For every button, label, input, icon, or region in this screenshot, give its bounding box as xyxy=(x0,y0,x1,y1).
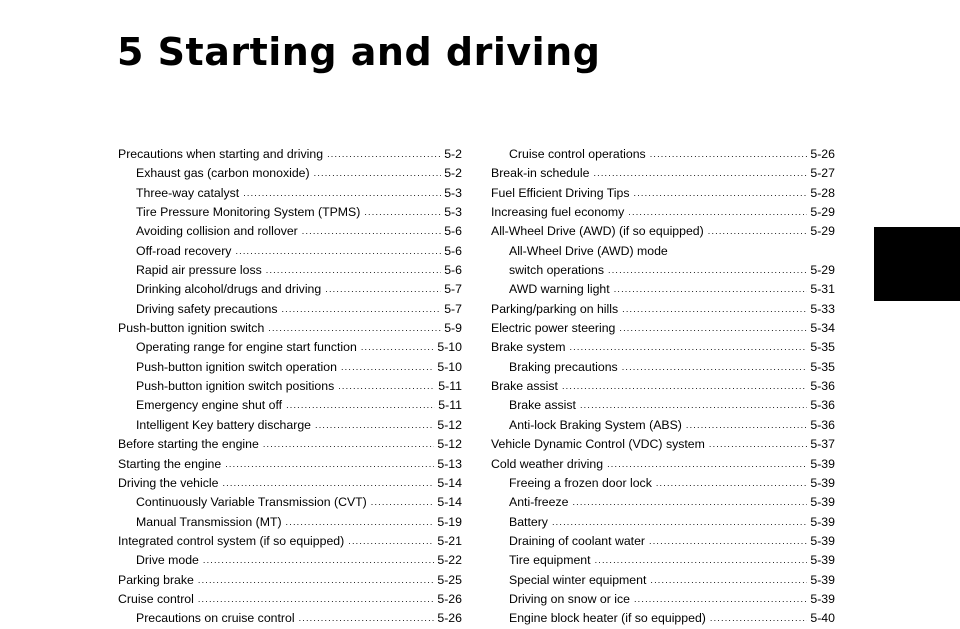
toc-entry-page: 5-39 xyxy=(810,475,835,490)
toc-entry[interactable] xyxy=(491,358,835,377)
toc-entry-label: Drive mode xyxy=(136,553,199,568)
toc-entry[interactable] xyxy=(491,513,835,532)
toc-leader-dots xyxy=(595,551,808,570)
toc-leader-dots xyxy=(650,571,807,590)
toc-leader-dots xyxy=(302,222,441,241)
toc-entry-label: Avoiding collision and rollover xyxy=(136,224,298,239)
toc-leader-dots xyxy=(607,455,807,474)
toc-leader-dots xyxy=(710,609,807,628)
toc-leader-dots xyxy=(634,184,808,203)
toc-entry-label: Parking/parking on hills xyxy=(491,301,619,316)
toc-leader-dots xyxy=(348,532,434,551)
toc-entry-label: Off-road recovery xyxy=(136,243,232,258)
toc-entry-label: Engine block heater (if so equipped) xyxy=(509,611,706,626)
toc-entry-page: 5-27 xyxy=(810,166,835,181)
toc-entry-label: Operating range for engine start function xyxy=(136,340,357,355)
toc-entry[interactable] xyxy=(491,145,835,164)
toc-entry[interactable] xyxy=(118,609,462,628)
toc-entry-label: Increasing fuel economy xyxy=(491,205,625,220)
toc-leader-dots xyxy=(314,164,442,183)
toc-entry-label: Driving the vehicle xyxy=(118,475,219,490)
toc-leader-dots xyxy=(198,590,435,609)
toc-entry-label: Tire equipment xyxy=(509,553,591,568)
toc-entry[interactable] xyxy=(118,590,462,609)
toc-entry[interactable] xyxy=(118,164,462,183)
toc-entry[interactable] xyxy=(118,300,462,319)
toc-leader-dots xyxy=(686,416,807,435)
toc-entry-page: 5-39 xyxy=(810,533,835,548)
toc-entry[interactable] xyxy=(118,242,462,261)
toc-leader-dots xyxy=(268,319,441,338)
toc-entry[interactable] xyxy=(118,261,462,280)
toc-entry-label: Precautions on cruise control xyxy=(136,611,295,626)
toc-entry-page: 5-22 xyxy=(437,553,462,568)
toc-entry-label: Break-in schedule xyxy=(491,166,590,181)
toc-entry-page: 5-12 xyxy=(437,437,462,452)
toc-leader-dots xyxy=(364,203,441,222)
toc-leader-dots xyxy=(371,493,435,512)
toc-entry-label: Continuously Variable Transmission (CVT) xyxy=(136,495,367,510)
toc-entry[interactable] xyxy=(491,203,835,222)
toc-entry-page: 5-39 xyxy=(810,495,835,510)
toc-entry-label: switch operations xyxy=(509,263,605,278)
toc-entry[interactable] xyxy=(491,590,835,609)
toc-entry[interactable] xyxy=(491,532,835,551)
toc-leader-dots xyxy=(286,513,435,532)
toc-entry[interactable] xyxy=(118,377,462,396)
toc-entry-label: Rapid air pressure loss xyxy=(136,263,262,278)
toc-leader-dots xyxy=(552,513,807,532)
toc-entry-label: Emergency engine shut off xyxy=(136,398,283,413)
toc-entry-label: Brake system xyxy=(491,340,566,355)
toc-entry-label: Battery xyxy=(509,514,548,529)
toc-entry[interactable] xyxy=(491,184,835,203)
toc-leader-dots xyxy=(562,377,807,396)
toc-entry[interactable] xyxy=(118,571,462,590)
toc-entry[interactable] xyxy=(491,222,835,241)
toc-entry[interactable] xyxy=(118,319,462,338)
toc-entry-label: Cold weather driving xyxy=(491,456,604,471)
toc-entry-label: Brake assist xyxy=(491,379,558,394)
toc-entry-label: Push-button ignition switch positions xyxy=(136,379,335,394)
toc-entry[interactable] xyxy=(118,338,462,357)
toc-entry[interactable] xyxy=(491,551,835,570)
toc-entry-page: 5-7 xyxy=(444,282,462,297)
toc-entry-label: Cruise control operations xyxy=(509,147,646,161)
toc-entry[interactable] xyxy=(118,416,462,435)
toc-entry-page: 5-28 xyxy=(810,185,835,200)
toc-entry-label: Electric power steering xyxy=(491,321,616,336)
toc-entry[interactable] xyxy=(118,358,462,377)
toc-entry-page: 5-14 xyxy=(437,475,462,490)
toc-entry-page: 5-29 xyxy=(810,224,835,239)
toc-entry[interactable] xyxy=(491,571,835,590)
toc-leader-dots xyxy=(222,474,434,493)
toc-entry[interactable] xyxy=(491,609,835,628)
toc-leader-dots xyxy=(649,532,807,551)
toc-entry-label: Braking precautions xyxy=(509,359,618,374)
toc-entry-page: 5-10 xyxy=(437,359,462,374)
toc-entry-page: 5-31 xyxy=(810,282,835,297)
toc-entry-page: 5-26 xyxy=(437,591,462,606)
toc-entry[interactable] xyxy=(491,416,835,435)
toc-leader-dots xyxy=(361,338,435,357)
toc-leader-dots xyxy=(593,164,807,183)
toc-entry[interactable] xyxy=(491,338,835,357)
toc-entry-page: 5-14 xyxy=(437,495,462,510)
toc-entry[interactable] xyxy=(118,145,462,164)
toc-entry-page: 5-29 xyxy=(810,263,835,278)
toc-leader-dots xyxy=(338,377,435,396)
toc-leader-dots xyxy=(619,319,807,338)
toc-entry-label: All-Wheel Drive (AWD) mode xyxy=(509,243,668,258)
toc-entry[interactable] xyxy=(118,455,462,474)
toc-entry[interactable] xyxy=(118,222,462,241)
toc-entry-label: Vehicle Dynamic Control (VDC) system xyxy=(491,437,705,452)
toc-entry[interactable] xyxy=(118,551,462,570)
toc-leader-dots xyxy=(266,261,441,280)
toc-entry[interactable] xyxy=(118,493,462,512)
toc-entry-label: Driving safety precautions xyxy=(136,301,278,316)
toc-entry-page: 5-35 xyxy=(810,340,835,355)
toc-entry-label: Manual Transmission (MT) xyxy=(136,514,282,529)
toc-entry[interactable] xyxy=(118,435,462,454)
toc-leader-dots xyxy=(341,358,434,377)
toc-entry-label: Parking brake xyxy=(118,572,194,587)
toc-entry[interactable] xyxy=(491,435,835,454)
toc-leader-dots xyxy=(281,300,441,319)
toc-entry-page: 5-25 xyxy=(437,572,462,587)
toc-entry-label: Anti-lock Braking System (ABS) xyxy=(509,417,682,432)
toc-leader-dots xyxy=(203,551,435,570)
toc-entry-label: Integrated control system (if so equipped) xyxy=(118,533,345,548)
toc-entry-page: 5-26 xyxy=(810,147,835,161)
toc-entry-page: 5-11 xyxy=(438,398,462,413)
toc-entry-label: Three-way catalyst xyxy=(136,185,240,200)
toc-entry[interactable] xyxy=(491,261,835,280)
toc-entry-label: Push-button ignition switch xyxy=(118,321,265,336)
toc-entry-label: Cruise control xyxy=(118,591,194,606)
toc-column-right xyxy=(491,145,835,629)
toc-entry-label: Tire Pressure Monitoring System (TPMS) xyxy=(136,205,361,220)
toc-entry-page: 5-21 xyxy=(437,533,462,548)
toc-entry-page: 5-11 xyxy=(438,379,462,394)
toc-leader-dots xyxy=(622,300,807,319)
toc-entry-page: 5-13 xyxy=(437,456,462,471)
toc-leader-dots xyxy=(299,609,435,628)
toc-leader-dots xyxy=(325,280,441,299)
toc-entry-label: Push-button ignition switch operation xyxy=(136,359,337,374)
toc-entry-page: 5-36 xyxy=(810,417,835,432)
toc-leader-dots xyxy=(608,261,807,280)
toc-leader-dots xyxy=(614,280,808,299)
toc-entry-page: 5-39 xyxy=(810,456,835,471)
toc-entry-page: 5-2 xyxy=(444,166,462,181)
toc-leader-dots xyxy=(650,145,808,164)
toc-entry[interactable] xyxy=(491,319,835,338)
toc-entry-page: 5-29 xyxy=(810,205,835,220)
toc-leader-dots xyxy=(628,203,807,222)
toc-entry-label: Driving on snow or ice xyxy=(509,591,630,606)
toc-entry-page: 5-19 xyxy=(437,514,462,529)
toc-leader-dots xyxy=(286,396,435,415)
toc-leader-dots xyxy=(327,145,441,164)
toc-entry-label: Exhaust gas (carbon monoxide) xyxy=(136,166,310,181)
toc-entry-page: 5-3 xyxy=(444,205,462,220)
toc-entry-label: AWD warning light xyxy=(509,282,610,297)
toc-entry[interactable] xyxy=(118,280,462,299)
toc-entry[interactable] xyxy=(491,300,835,319)
toc-entry[interactable] xyxy=(491,377,835,396)
toc-entry-page: 5-34 xyxy=(810,321,835,336)
toc-entry-page: 5-12 xyxy=(437,417,462,432)
toc-leader-dots xyxy=(580,396,807,415)
toc-entry-page: 5-3 xyxy=(444,185,462,200)
toc-leader-dots xyxy=(572,493,807,512)
toc-entry[interactable] xyxy=(118,184,462,203)
toc-entry-label: Anti-freeze xyxy=(509,495,569,510)
toc-entry-page: 5-39 xyxy=(810,514,835,529)
toc-entry-page: 5-6 xyxy=(444,224,462,239)
toc-leader-dots xyxy=(709,435,807,454)
toc-entry-page: 5-6 xyxy=(444,263,462,278)
toc-entry[interactable] xyxy=(118,513,462,532)
toc-entry-page: 5-35 xyxy=(810,359,835,374)
toc-leader-dots xyxy=(263,435,435,454)
chapter-tab-marker xyxy=(874,227,960,301)
toc-entry-page: 5-39 xyxy=(810,572,835,587)
toc-entry-label: Special winter equipment xyxy=(509,572,647,587)
toc-entry[interactable] xyxy=(118,532,462,551)
toc-entry-label: Intelligent Key battery discharge xyxy=(136,417,311,432)
toc-entry-page: 5-33 xyxy=(810,301,835,316)
toc-leader-dots xyxy=(225,455,434,474)
toc-entry[interactable] xyxy=(491,493,835,512)
toc-leader-dots xyxy=(235,242,441,261)
toc-entry[interactable] xyxy=(491,164,835,183)
toc-entry-page: 5-40 xyxy=(810,611,835,626)
toc-entry-page: 5-39 xyxy=(810,553,835,568)
toc-entry-page: 5-36 xyxy=(810,379,835,394)
toc-entry-label: Drinking alcohol/drugs and driving xyxy=(136,282,322,297)
toc-leader-dots xyxy=(569,338,807,357)
toc-entry-label: Precautions when starting and driving xyxy=(118,147,324,161)
toc-entry-page: 5-37 xyxy=(810,437,835,452)
toc-entry-page: 5-39 xyxy=(810,591,835,606)
toc-leader-dots xyxy=(656,474,808,493)
toc-entry-label: Freeing a frozen door lock xyxy=(509,475,652,490)
toc-entry-page: 5-36 xyxy=(810,398,835,413)
toc-entry-label: Starting the engine xyxy=(118,456,222,471)
toc-entry-page: 5-7 xyxy=(444,301,462,316)
toc-column-left xyxy=(118,145,462,629)
toc-entry-page: 5-10 xyxy=(437,340,462,355)
toc-entry-label: Before starting the engine xyxy=(118,437,259,452)
toc-entry-label: All-Wheel Drive (AWD) (if so equipped) xyxy=(491,224,704,239)
toc-entry-page: 5-2 xyxy=(444,147,462,161)
toc-entry-page: 5-6 xyxy=(444,243,462,258)
toc-entry[interactable] xyxy=(118,203,462,222)
toc-entry[interactable] xyxy=(491,280,835,299)
toc-leader-dots xyxy=(622,358,808,377)
toc-entry[interactable] xyxy=(118,396,462,415)
toc-entry-label: Brake assist xyxy=(509,398,576,413)
page-title: 5 Starting and driving xyxy=(117,30,601,74)
toc-leader-dots xyxy=(634,590,807,609)
toc-leader-dots xyxy=(315,416,434,435)
toc-leader-dots xyxy=(243,184,441,203)
toc-entry-label: Fuel Efficient Driving Tips xyxy=(491,185,630,200)
toc-entry[interactable] xyxy=(491,242,835,261)
toc-leader-dots xyxy=(198,571,435,590)
toc-entry[interactable] xyxy=(491,455,835,474)
toc-entry-page: 5-9 xyxy=(444,321,462,336)
toc-entry[interactable] xyxy=(491,474,835,493)
toc-entry[interactable] xyxy=(491,396,835,415)
toc-entry-label: Draining of coolant water xyxy=(509,533,646,548)
toc-entry[interactable] xyxy=(118,474,462,493)
toc-entry-page: 5-26 xyxy=(437,611,462,626)
toc-leader-dots xyxy=(708,222,808,241)
